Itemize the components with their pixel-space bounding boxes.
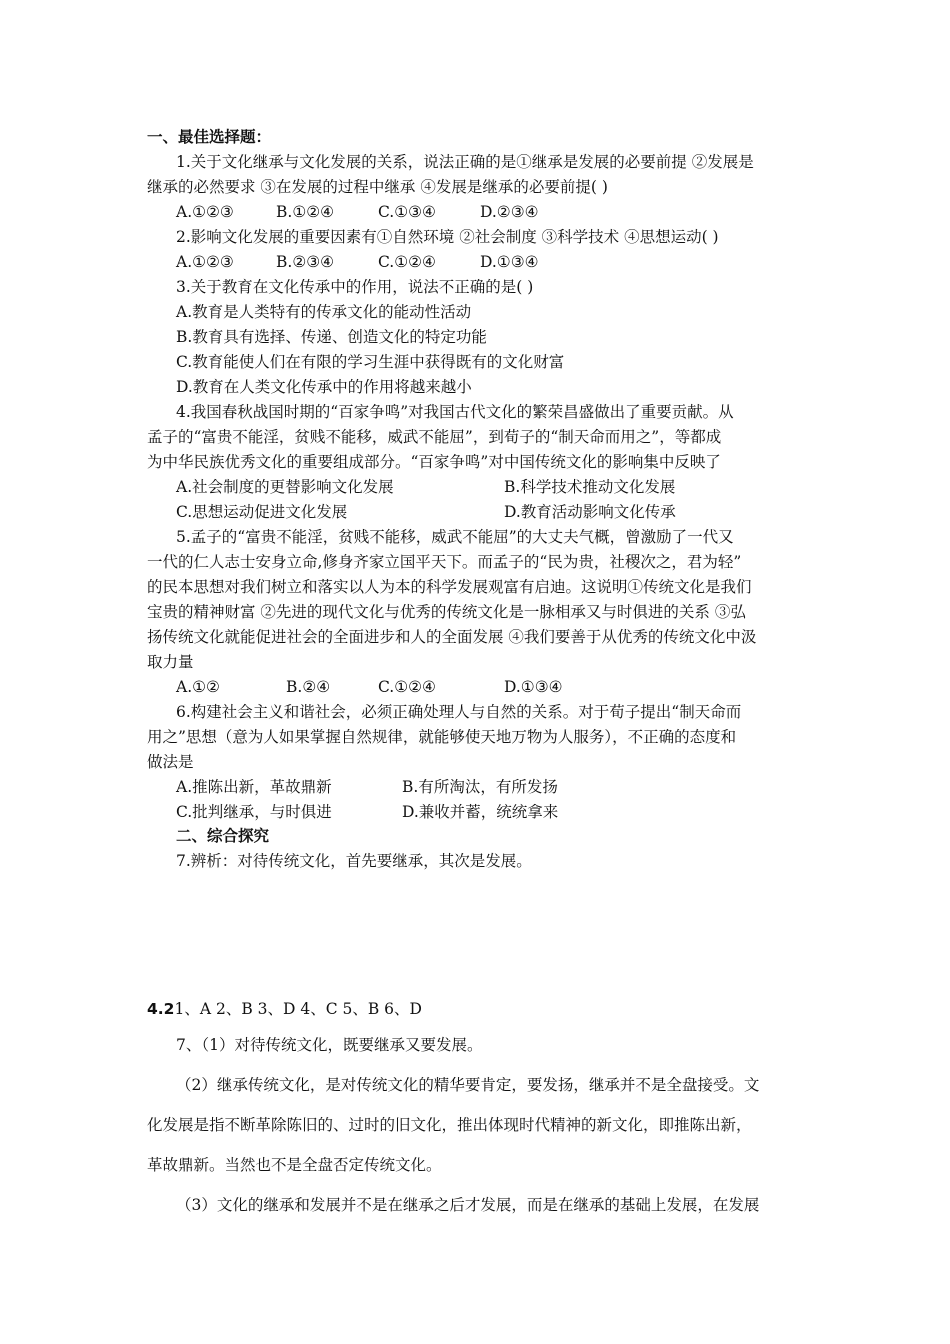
answer-key: [147, 999, 422, 1019]
option-c: C.思想运动促进文化发展: [176, 503, 348, 521]
answer-key-choices: 1、A 2、B 3、D 4、C 5、B 6、D: [174, 1000, 422, 1018]
option-a: A.①②: [176, 678, 220, 696]
question-7-stem: 7.辨析：对待传统文化，首先要继承，其次是发展。: [176, 852, 532, 870]
question-5-line-6: 取力量: [147, 653, 194, 671]
question-5-line-1: 5.孟子的“富贵不能淫，贫贱不能移，威武不能屈”的大丈夫气概，曾激励了一代又: [176, 528, 734, 546]
option-c: C.①③④: [378, 203, 436, 221]
question-3-option-c: C.教育能使人们在有限的学习生涯中获得既有的文化财富: [176, 353, 565, 371]
answer-7-line-5: （3）文化的继承和发展并不是在继承之后才发展，而是在继承的基础上发展，在发展: [176, 1196, 760, 1214]
question-3-option-d: D.教育在人类文化传承中的作用将越来越小: [176, 378, 472, 396]
option-c: C.①②④: [378, 253, 436, 271]
answer-7-line-4: 革故鼎新。当然也不是全盘否定传统文化。: [147, 1156, 442, 1174]
option-b: B.②④: [286, 678, 331, 696]
question-1-stem-line-2: 继承的必然要求 ③在发展的过程中继承 ④发展是继承的必要前提( ): [147, 178, 608, 196]
option-d: D.①③④: [480, 253, 539, 271]
question-5-line-5: 扬传统文化就能促进社会的全面进步和人的全面发展 ④我们要善于从优秀的传统文化中汲: [147, 628, 757, 646]
option-d: D.兼收并蓄，统统拿来: [402, 803, 559, 821]
question-4-stem-line-1: 4.我国春秋战国时期的“百家争鸣”对我国古代文化的繁荣昌盛做出了重要贡献。从: [176, 403, 734, 421]
option-d: D.教育活动影响文化传承: [504, 503, 676, 521]
question-6-line-1: 6.构建社会主义和谐社会，必须正确处理人与自然的关系。对于荀子提出“制天命而: [176, 703, 742, 721]
question-3-option-a: A.教育是人类特有的传承文化的能动性活动: [176, 303, 472, 321]
question-5-line-2: 一代的仁人志士安身立命,修身齐家立国平天下。而孟子的“民为贵，社稷次之，君为轻”: [147, 553, 742, 571]
option-d: D.①③④: [504, 678, 563, 696]
option-b: B.②③④: [276, 253, 335, 271]
option-a: A.①②③: [176, 253, 234, 271]
question-6-line-2: 用之”思想（意为人如果掌握自然规律，就能够使天地万物为人服务），不正确的态度和: [147, 728, 737, 746]
option-b: B.科学技术推动文化发展: [504, 478, 676, 496]
section-1-title: 一、最佳选择题：: [147, 128, 272, 146]
option-a: A.①②③: [176, 203, 234, 221]
question-6-line-3: 做法是: [147, 753, 194, 771]
option-c: C.①②④: [378, 678, 436, 696]
answer-7-line-1: 7、（1）对待传统文化，既要继承又要发展。: [176, 1036, 483, 1054]
option-a: A.推陈出新，革故鼎新: [176, 778, 332, 796]
section-2-title: 二、综合探究: [176, 827, 270, 845]
answer-7-line-3: 化发展是指不断革除陈旧的、过时的旧文化，推出体现时代精神的新文化，即推陈出新，: [147, 1116, 752, 1134]
question-3-option-b: B.教育具有选择、传递、创造文化的特定功能: [176, 328, 487, 346]
answer-key-prefix: 4.2: [147, 1000, 175, 1018]
question-4-stem-line-2: 孟子的“富贵不能淫，贫贱不能移，威武不能屈”，到荀子的“制天命而用之”，等都成: [147, 428, 722, 446]
question-4-stem-line-3: 为中华民族优秀文化的重要组成部分。“百家争鸣”对中国传统文化的影响集中反映了: [147, 453, 721, 471]
answer-7-line-2: （2）继承传统文化，是对传统文化的精华要肯定，要发扬，继承并不是全盘接受。文: [176, 1076, 760, 1094]
question-2-stem: 2.影响文化发展的重要因素有①自然环境 ②社会制度 ③科学技术 ④思想运动( ): [176, 228, 719, 246]
option-b: B.有所淘汰，有所发扬: [402, 778, 558, 796]
option-c: C.批判继承，与时俱进: [176, 803, 332, 821]
question-5-line-3: 的民本思想对我们树立和落实以人为本的科学发展观富有启迪。这说明①传统文化是我们: [147, 578, 752, 596]
question-3-stem: 3.关于教育在文化传承中的作用，说法不正确的是( ): [176, 278, 534, 296]
option-d: D.②③④: [480, 203, 539, 221]
question-5-line-4: 宝贵的精神财富 ②先进的现代文化与优秀的传统文化是一脉相承又与时俱进的关系 ③弘: [147, 603, 746, 621]
option-b: B.①②④: [276, 203, 335, 221]
option-a: A.社会制度的更替影响文化发展: [176, 478, 394, 496]
question-1-stem-line-1: 1.关于文化继承与文化发展的关系，说法正确的是①继承是发展的必要前提 ②发展是: [176, 153, 754, 171]
